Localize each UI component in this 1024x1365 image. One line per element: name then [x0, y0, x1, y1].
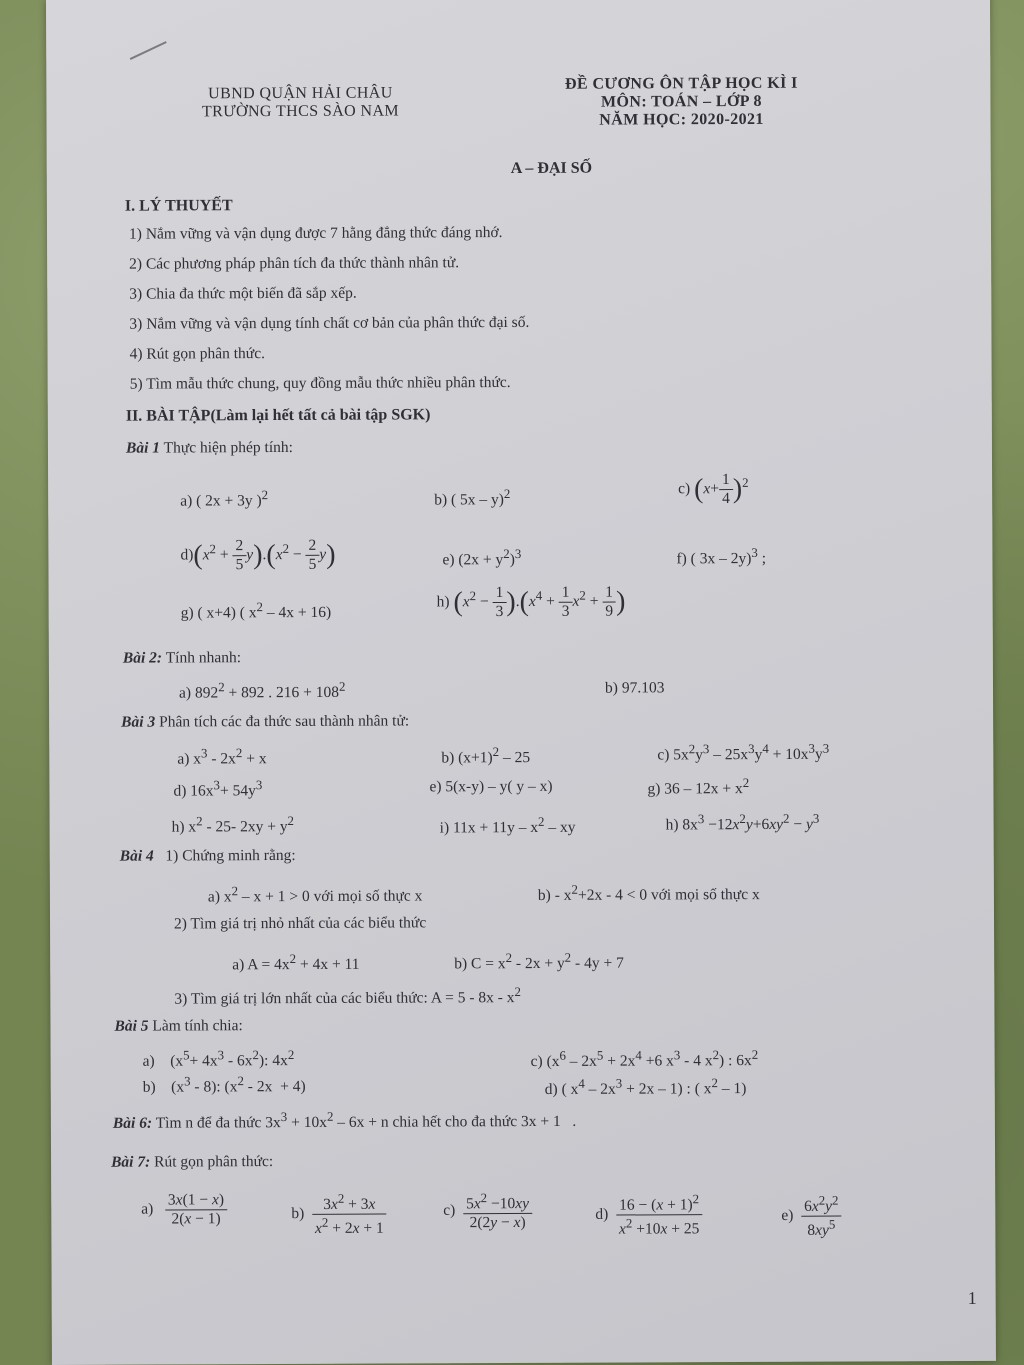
bai7-b: b) $\frac{3x^2 + 3x}{x^2 + 2x + 1}$ — [291, 1191, 387, 1239]
bai3-c: c) $5x^2y^3 - 25x^3y^4 + 10x^3y^3$ — [657, 740, 830, 764]
bai5-d: d) ( $x^4 - 2x^3 + 2x - 1$) : ( $x^2 - 1$) — [544, 1075, 747, 1098]
bai7-d: d) $\frac{16 - (x + 1)^2}{x^2 +10x + 25}$ — [595, 1191, 702, 1239]
bai7-e: e) $\frac{6x^2y^2}{8xy^5}$ — [781, 1193, 841, 1241]
bai4-2-text: 2) Tìm giá trị nhỏ nhất của các biểu thức — [173, 914, 427, 933]
bai5-heading: Bài 5 Làm tính chia: — [114, 1017, 243, 1035]
bai5-c: c) ($x^6 - 2x^5 + 2x^4 +6$ $x^3 - 4$ $x^2$) : $6x^2$ — [530, 1046, 759, 1071]
theory-item-4: 3) Nắm vững và vận dụng tính chất cơ bản của phân thức đại số. — [129, 313, 530, 333]
school-name: TRƯỜNG THCS SÀO NAM — [201, 102, 400, 121]
bai2-heading: Bài 2: Tính nhanh: — [122, 649, 242, 667]
bai1-c: c) (x+ $\frac{1}{4}$ )$^2$ — [678, 471, 749, 508]
bai7-heading: Bài 7: Rút gọn phân thức: — [111, 1153, 274, 1171]
bai1-b: b) ( 5x – y)$^2$ — [434, 485, 511, 509]
bai7-a: a) $\frac{3x(1 - x)}{2(x - 1)}$ — [141, 1191, 227, 1228]
theory-item-5: 4) Rút gọn phân thức. — [129, 345, 265, 363]
bai4-2a: a) $A = 4x^2 + 4x + 11$ — [232, 950, 360, 974]
bai3-g: g) $36 - 12x + x^2$ — [647, 774, 750, 798]
bai4-heading: Bài 4 1) Chứng minh rằng: — [119, 846, 296, 865]
bai2-b: b) 97.103 — [604, 679, 665, 697]
bai1-label: Bài 1 — [125, 439, 161, 457]
header-right — [536, 75, 826, 130]
bai2-a: a) $892^2 + 892$ . $216 + 108^2$ — [178, 678, 346, 702]
bai5-b: b) $(x^3 - 8)$: $(x^2 - 2x + 4)$ — [142, 1073, 306, 1096]
bai3-h2: h) $8x^3 -12x^2y+6xy^2 - y^3$ — [665, 810, 820, 834]
theory-title: I. LÝ THUYẾT — [124, 197, 233, 215]
page-number: 1 — [967, 1287, 977, 1308]
theory-item-6: 5) Tìm mẫu thức chung, quy đồng mẫu thức nhiều phân thức. — [129, 373, 511, 393]
bai1-d: $d)(x^2$ + $\frac{2}{5}$ $y).(x^2$ − $\frac{2}{5}$ y) — [180, 536, 336, 574]
subject-line: MÔN: TOÁN – LỚP 8 — [600, 92, 762, 111]
bai1-heading — [126, 439, 293, 458]
theory-item-1: 1) Nắm vững và vận dụng được 7 hằng đẳng thức đáng nhớ. — [128, 224, 503, 243]
bai4-1b: $b) - x^2+2x - 4 < 0$ với mọi số thực x — [537, 881, 760, 905]
pen-mark — [130, 41, 167, 60]
bai4-2b: b) $C = x^2 - 2x + y^2 - 4y + 7$ — [454, 949, 624, 973]
bai3-d: d) $16x^3+ 54y^3$ — [173, 777, 263, 800]
bai1-e: e) $(2x + y^2)^3$ — [442, 545, 522, 569]
bai1-f: f) ( 3x – 2y)$^3$ ; — [676, 544, 767, 568]
exam-paper — [46, 0, 996, 1365]
bai3-i: i) $11x + 11y - x^2$ – xy — [439, 813, 576, 837]
bai3-heading: Bài 3 Phân tích các đa thức sau thành nhân tử: — [121, 712, 410, 731]
bai4-1a: a) $x^2 - x + 1 > 0$ với mọi số thực x — [207, 883, 423, 906]
bai3-e: e) 5(x-y) – y( y – x) — [429, 777, 553, 796]
header-left — [180, 84, 420, 121]
bai6: Bài 6: Tìm n để đa thức $3x^3 + 10x^2 - 6x + n$ chia hết cho đa thức 3x + 1 . — [112, 1108, 577, 1132]
theory-item-2: 2) Các phương pháp phân tích đa thức thành nhân tử. — [129, 254, 460, 273]
bai1-text: Thực hiện phép tính: — [163, 438, 293, 457]
district-name: UBND QUẬN HẢI CHÂU — [208, 84, 393, 103]
bai1-h: h) ($x^2$ − $\frac{1}{3}$ )$.(x^4$ + $\frac{1}{3}$ $x^2$ + $\frac{1}{9}$ ) — [436, 583, 626, 621]
exercises-title: II. BÀI TẬP(Làm lại hết tất cả bài tập SGK) — [125, 406, 431, 425]
school-year: NĂM HỌC: 2020-2021 — [599, 110, 764, 129]
bai1-g: g) ( x+4) ( $x^2 - 4x + 16$) — [180, 599, 332, 622]
bai1-a: a) ( 2x + 3y )$^2$ — [180, 487, 269, 510]
bai3-b: b) $(x+1)^2 - 25$ — [441, 744, 531, 767]
bai3-h: h) $x^2 - 25-$ $2xy + y^2$ — [171, 812, 295, 836]
theory-item-3: 3) Chia đa thức một biến đã sắp xếp. — [129, 284, 357, 303]
doc-title: ĐỀ CƯƠNG ÔN TẬP HỌC KÌ I — [564, 74, 798, 93]
bai3-a: a) $x^3 - 2x^2 + x$ — [177, 745, 267, 768]
part-title: A – ĐẠI SỐ — [510, 159, 593, 177]
bai7-c: c) $\frac{5x^2 -10xy}{2(2y - x)}$ — [443, 1190, 532, 1233]
bai5-a: a) $(x^5+ 4x^3 - 6x^2)$: $4x^2$ — [142, 1046, 295, 1070]
bai4-3: 3) Tìm giá trị lớn nhất của các biểu thức: $A = 5 - 8x - x^2$ — [174, 983, 521, 1008]
